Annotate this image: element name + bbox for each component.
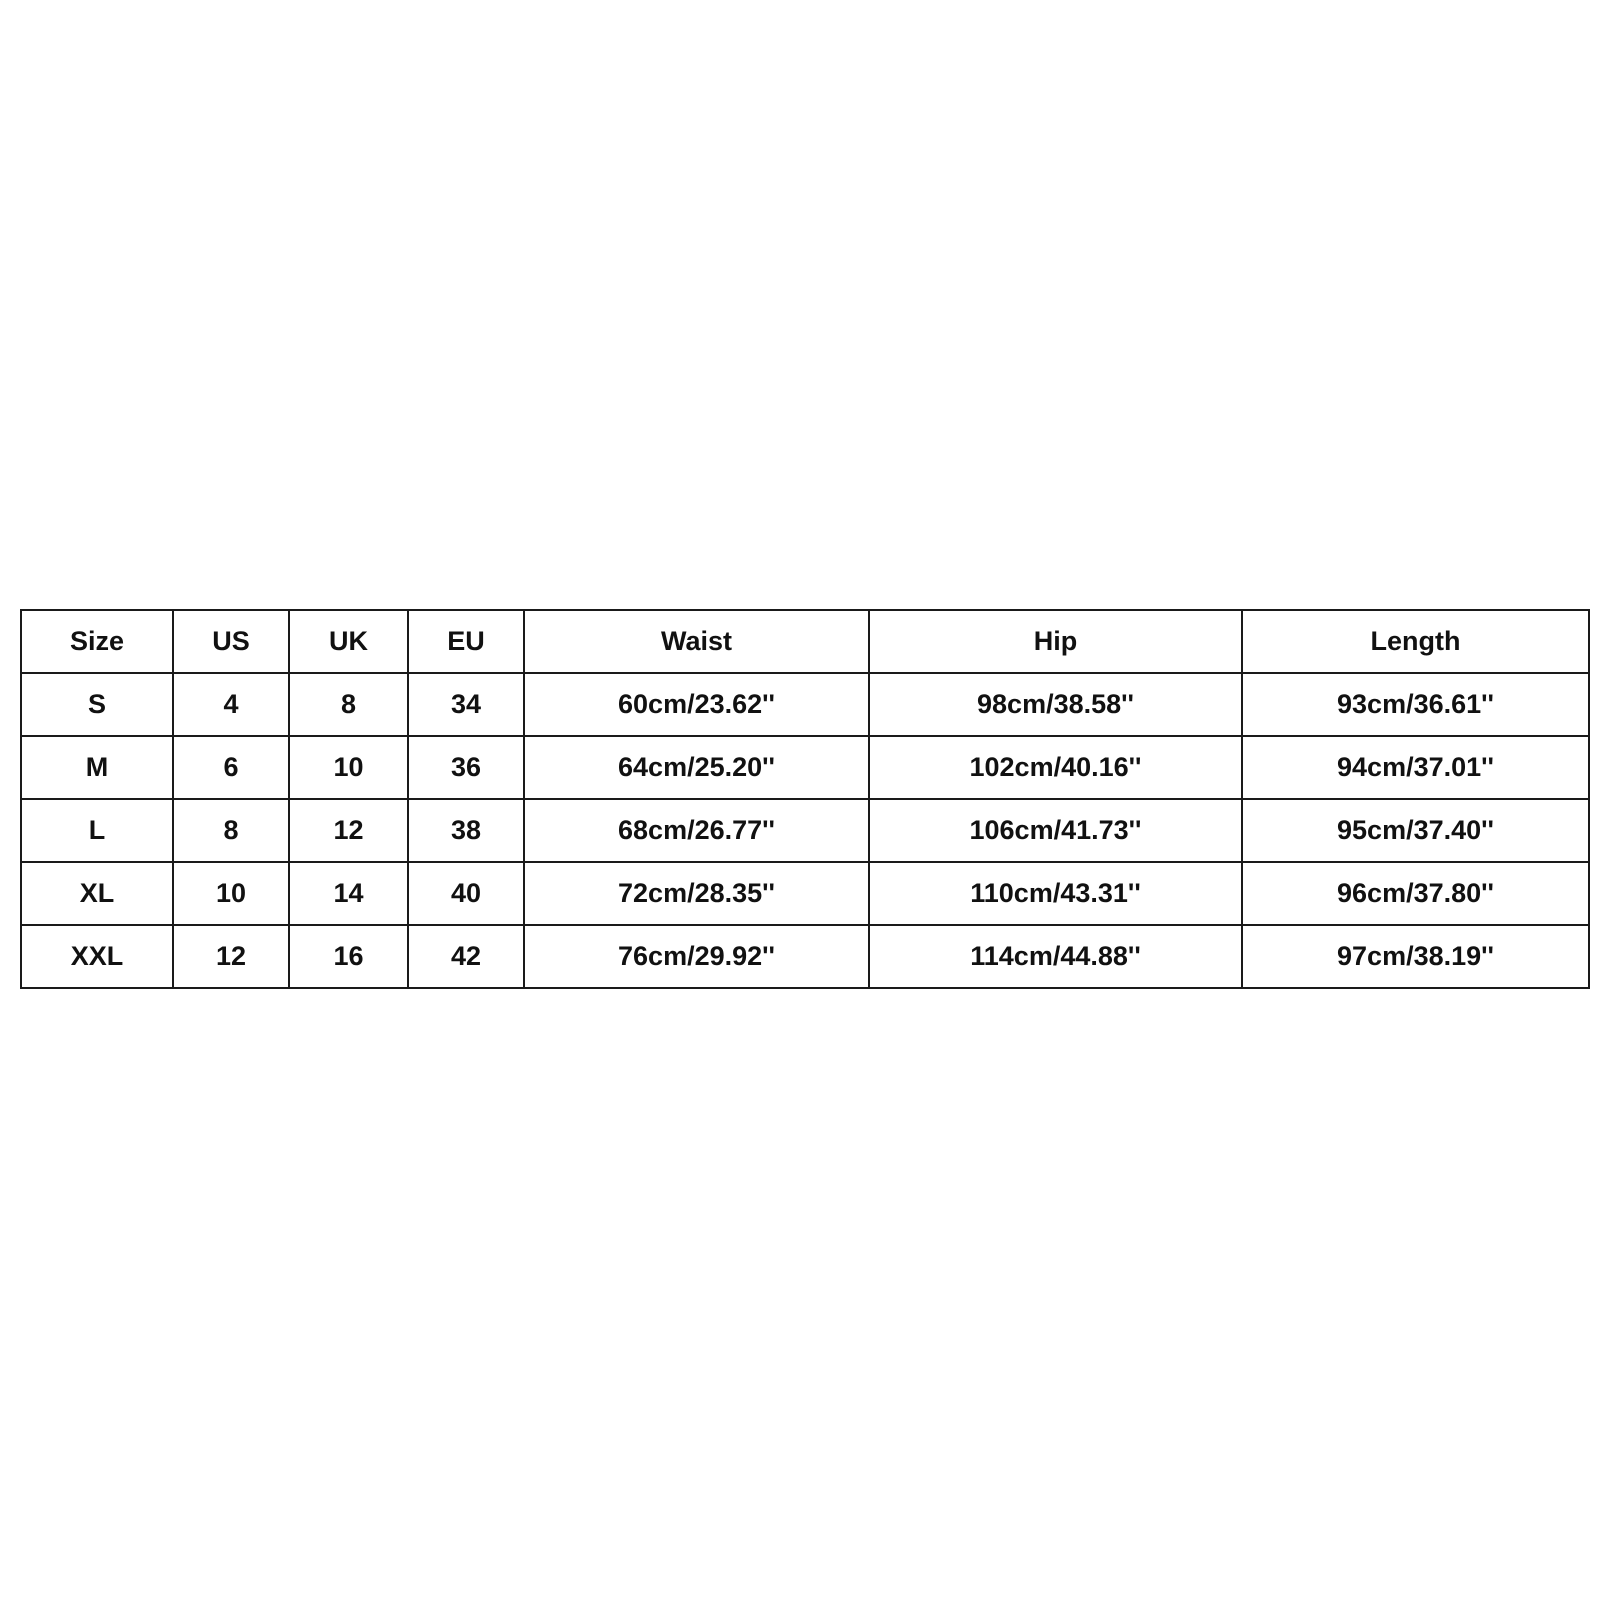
header-uk: UK	[289, 610, 408, 673]
cell-waist: 72cm/28.35''	[524, 862, 869, 925]
cell-us: 6	[173, 736, 289, 799]
cell-hip: 114cm/44.88''	[869, 925, 1242, 988]
cell-uk: 16	[289, 925, 408, 988]
cell-eu: 36	[408, 736, 524, 799]
table-row	[21, 925, 1589, 988]
cell-size: XXL	[21, 925, 173, 988]
cell-size: M	[21, 736, 173, 799]
cell-size: XL	[21, 862, 173, 925]
cell-us: 12	[173, 925, 289, 988]
cell-hip: 102cm/40.16''	[869, 736, 1242, 799]
header-eu: EU	[408, 610, 524, 673]
cell-hip: 98cm/38.58''	[869, 673, 1242, 736]
cell-eu: 40	[408, 862, 524, 925]
cell-waist: 76cm/29.92''	[524, 925, 869, 988]
cell-us: 10	[173, 862, 289, 925]
table-row	[21, 862, 1589, 925]
header-size: Size	[21, 610, 173, 673]
cell-uk: 8	[289, 673, 408, 736]
cell-size: L	[21, 799, 173, 862]
cell-waist: 68cm/26.77''	[524, 799, 869, 862]
header-us: US	[173, 610, 289, 673]
cell-length: 93cm/36.61''	[1242, 673, 1589, 736]
cell-eu: 42	[408, 925, 524, 988]
table-header-row	[21, 610, 1589, 673]
cell-length: 95cm/37.40''	[1242, 799, 1589, 862]
header-length: Length	[1242, 610, 1589, 673]
cell-uk: 14	[289, 862, 408, 925]
cell-hip: 110cm/43.31''	[869, 862, 1242, 925]
cell-uk: 10	[289, 736, 408, 799]
cell-hip: 106cm/41.73''	[869, 799, 1242, 862]
cell-size: S	[21, 673, 173, 736]
header-waist: Waist	[524, 610, 869, 673]
cell-waist: 64cm/25.20''	[524, 736, 869, 799]
cell-us: 8	[173, 799, 289, 862]
cell-waist: 60cm/23.62''	[524, 673, 869, 736]
table-row	[21, 673, 1589, 736]
cell-length: 97cm/38.19''	[1242, 925, 1589, 988]
size-chart-table	[20, 609, 1590, 989]
cell-us: 4	[173, 673, 289, 736]
cell-eu: 38	[408, 799, 524, 862]
table-row	[21, 736, 1589, 799]
cell-uk: 12	[289, 799, 408, 862]
cell-length: 96cm/37.80''	[1242, 862, 1589, 925]
cell-eu: 34	[408, 673, 524, 736]
table-row	[21, 799, 1589, 862]
header-hip: Hip	[869, 610, 1242, 673]
cell-length: 94cm/37.01''	[1242, 736, 1589, 799]
